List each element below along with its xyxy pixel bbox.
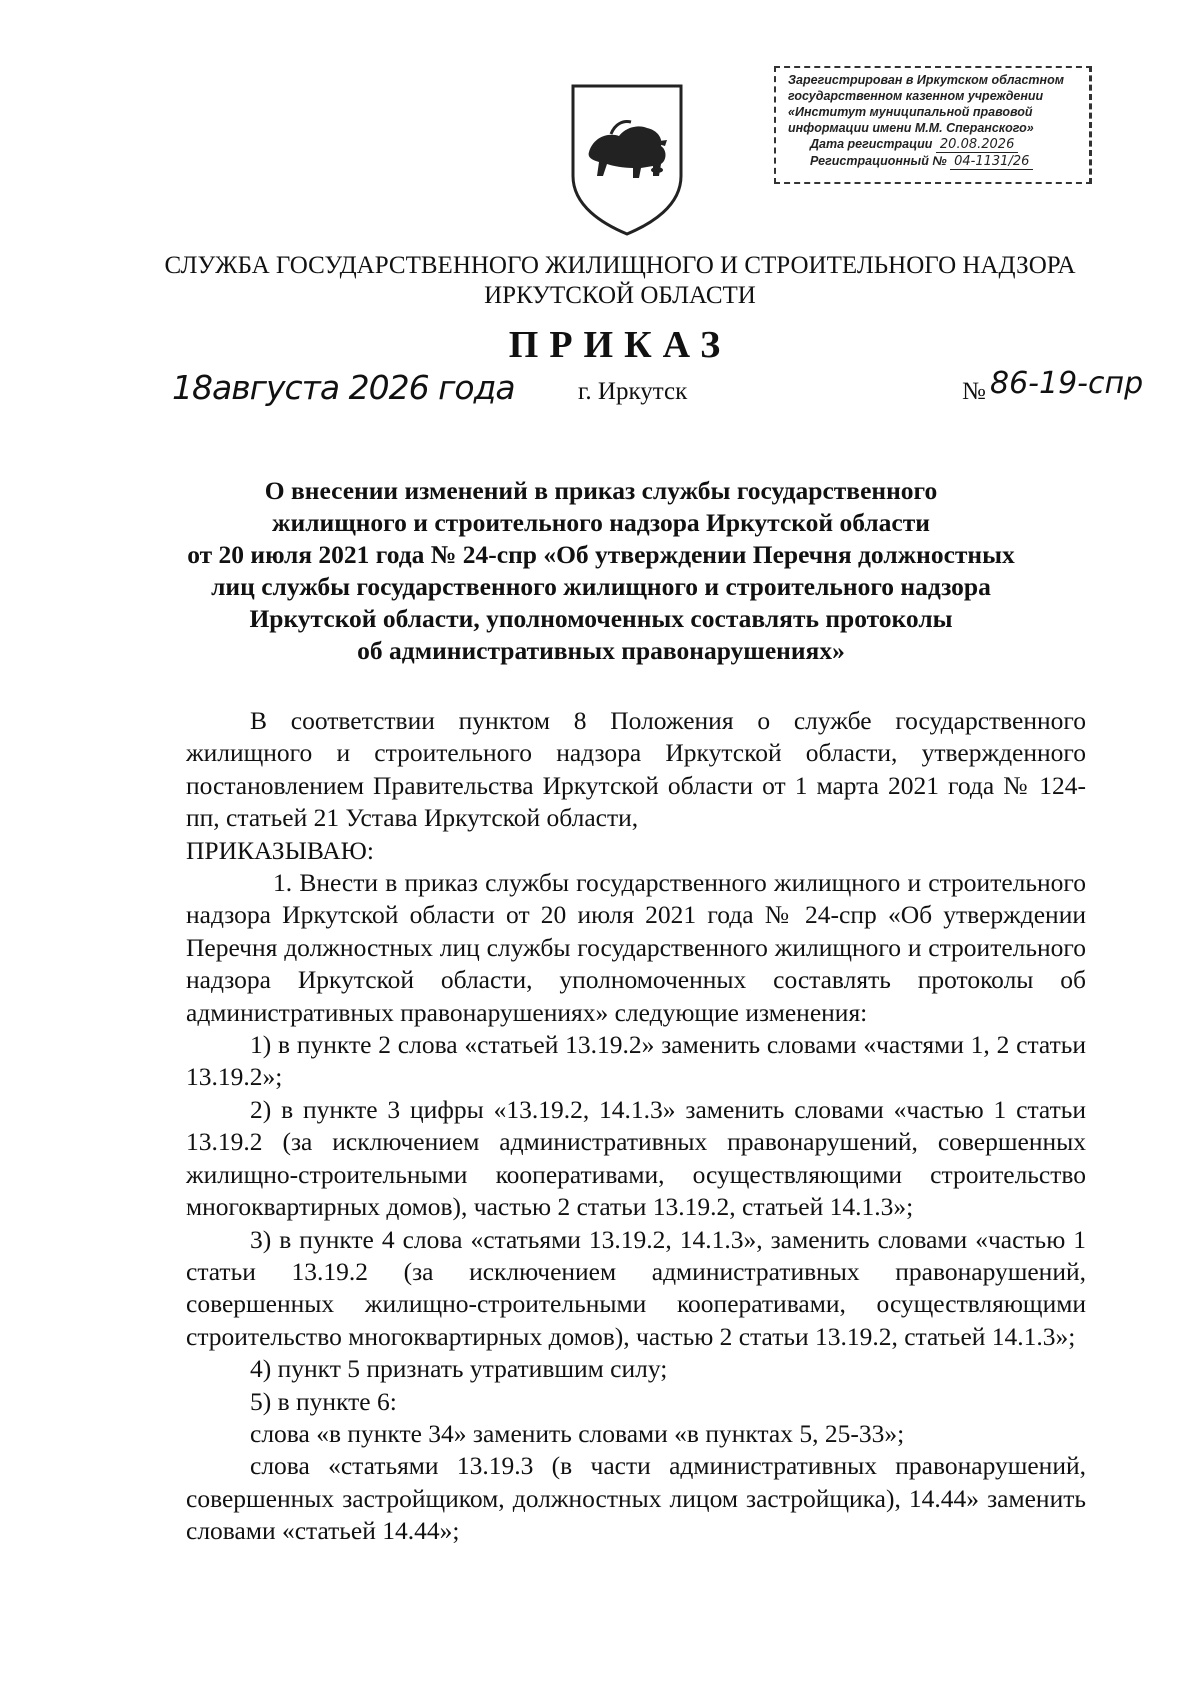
order-heading (170, 475, 1032, 667)
stamp-line: Зарегистрирован в Иркутском областном (788, 73, 1064, 87)
order-date: 18августа 2026 года (172, 368, 515, 407)
registration-stamp (774, 66, 1092, 184)
stamp-reg-label: Регистрационный № (810, 154, 947, 168)
stamp-line: государственном казенном учреждении (788, 89, 1044, 103)
heading-line: жилищного и строительного надзора Иркутской области (272, 508, 930, 537)
subitem-4-paragraph: 4) пункт 5 признать утратившим силу; (250, 1354, 668, 1384)
subitem-5b-paragraph: слова «статьями 13.19.3 (в части административных правонарушений, совершенных застройщиком, должностных лицом застройщика), 14.44» заменить словами «статьей 14.44»; (186, 1451, 1086, 1546)
stamp-reg-value: 04-1131/26 (950, 154, 1033, 170)
heading-line: лиц службы государственного жилищного и строительного надзора (211, 572, 991, 601)
coat-of-arms-icon (567, 80, 687, 238)
subitem-5-paragraph: 5) в пункте 6: (250, 1386, 397, 1416)
stamp-line: информации имени М.М. Сперанского» (788, 121, 1034, 135)
stamp-date-value: 20.08.2026 (936, 137, 1018, 153)
order-number: 86-19-спр (990, 366, 1144, 401)
agency-line: ИРКУТСКОЙ ОБЛАСТИ (484, 282, 756, 309)
agency-line: СЛУЖБА ГОСУДАРСТВЕННОГО ЖИЛИЩНОГО И СТРОИТЕЛЬНОГО НАДЗОРА (164, 252, 1076, 279)
subitem-5a-paragraph: слова «в пункте 34» заменить словами «в пунктах 5, 25-33»; (250, 1418, 905, 1448)
stamp-reg-row (788, 153, 1081, 170)
stamp-line: «Институт муниципальной правовой (788, 105, 1033, 119)
order-body (186, 705, 1086, 1548)
item-1-paragraph: 1. Внести в приказ службы государственного жилищного и строительного надзора Иркутской области от 20 июля 2021 года № 24-спр «Об утверждении Перечня должностных лиц службы государственного жилищного и строительного надзора Иркутской области, уполномоченных составлять протоколы об административных правонарушениях» следующие изменения: (186, 868, 1086, 1027)
stamp-date-row (788, 136, 1081, 153)
heading-line: об административных правонарушениях» (357, 636, 845, 665)
subitem-2-paragraph: 2) в пункте 3 цифры «13.19.2, 14.1.3» заменить словами «частью 1 статьи 13.19.2 (за исключением административных правонарушений, совершенных жилищно-строительными кооперативами, осуществляющими строительство многоквартирных домов), частью 2 статьи 13.19.2, статьей 14.1.3»; (186, 1094, 1086, 1222)
document-type: ПРИКАЗ (508, 324, 732, 366)
preamble-paragraph: В соответствии пунктом 8 Положения о службе государственного жилищного и строительного надзора Иркутской области, утвержденного постановлением Правительства Иркутской области от 1 марта 2021 года № 124-пп, статьей 21 Устава Иркутской области, (186, 706, 1086, 833)
heading-line: О внесении изменений в приказ службы государственного (264, 476, 938, 505)
heading-line: Иркутской области, уполномоченных составлять протоколы (249, 604, 953, 633)
subitem-1-paragraph: 1) в пункте 2 слова «статьей 13.19.2» заменить словами «частями 1, 2 статьи 13.19.2»; (186, 1030, 1086, 1092)
order-city: г. Иркутск (578, 378, 688, 405)
subitem-3-paragraph: 3) в пункте 4 слова «статьями 13.19.2, 14.1.3», заменить словами «частью 1 статьи 13.19.2 (за исключением административных правонарушений, совершенных жилищно-строительными кооперативами, осуществляющими строительство многоквартирных домов), частью 2 статьи 13.19.2, статьей 14.1.3»; (186, 1224, 1086, 1351)
stamp-date-label: Дата регистрации (810, 137, 933, 151)
decree-word: ПРИКАЗЫВАЮ: (186, 835, 374, 865)
agency-name (120, 251, 1120, 311)
order-number-label: № (962, 378, 986, 405)
heading-line: от 20 июля 2021 года № 24-спр «Об утверждении Перечня должностных (187, 540, 1015, 569)
